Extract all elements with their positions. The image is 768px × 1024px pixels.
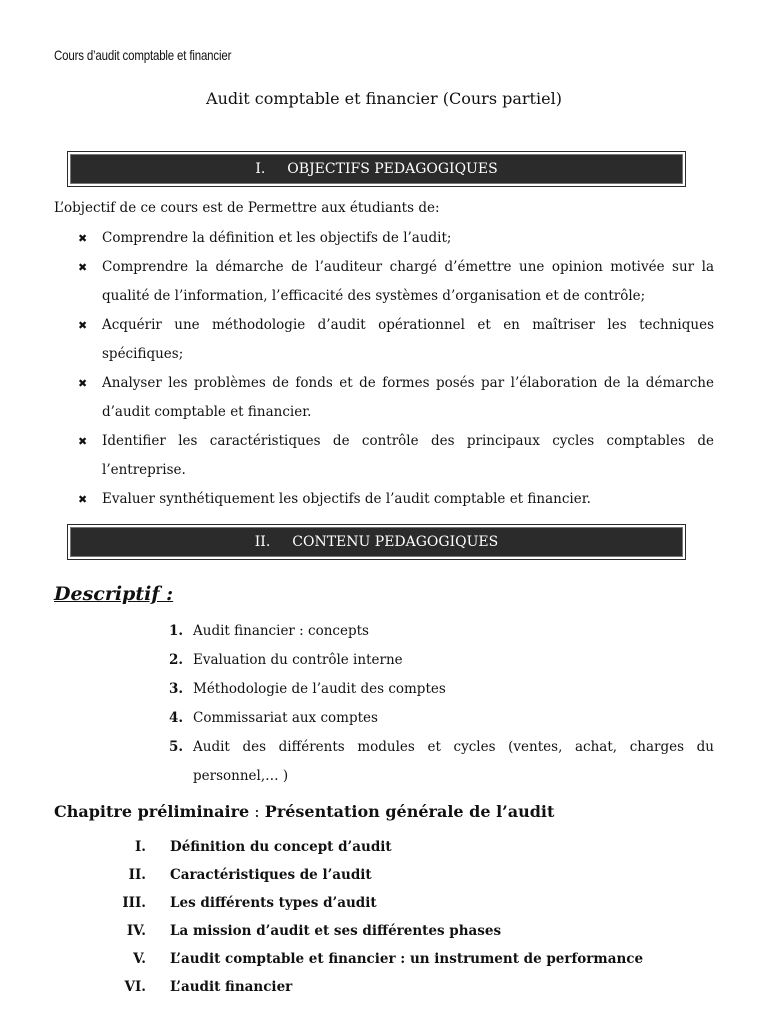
item-text: Caractéristiques de l’audit (170, 867, 372, 883)
item-text: Définition du concept d’audit (170, 839, 392, 855)
list-item (78, 311, 714, 369)
list-item (169, 733, 714, 791)
section-number: II. (254, 534, 271, 550)
list-item (110, 861, 643, 889)
cross-bullet-icon: ✖ (78, 377, 88, 390)
item-text: Méthodologie de l’audit des comptes (193, 681, 446, 697)
cross-bullet-icon: ✖ (78, 493, 88, 506)
objective-text: Acquérir une méthodologie d’audit opérationnel et en maîtriser les techniques spécifiques; (102, 317, 714, 362)
cross-bullet-icon: ✖ (78, 232, 88, 245)
objectives-list (78, 224, 714, 514)
chapter-label: Chapitre préliminaire (54, 802, 250, 821)
contents-list (169, 617, 714, 791)
list-item (78, 485, 714, 514)
intro-paragraph: L’objectif de ce cours est de Permettre aux étudiants de: (54, 200, 440, 216)
item-text: Audit financier : concepts (193, 623, 369, 639)
list-item (169, 675, 714, 704)
item-number: 4. (169, 710, 184, 726)
cross-bullet-icon: ✖ (78, 261, 88, 274)
cross-bullet-icon: ✖ (78, 319, 88, 332)
item-text: L’audit comptable et financier : un instrument de performance (170, 951, 644, 967)
roman-numeral: VI. (124, 979, 146, 995)
list-item (78, 427, 714, 485)
item-text: La mission d’audit et ses différentes phases (170, 923, 502, 939)
item-text: L’audit financier (170, 979, 293, 995)
cross-bullet-icon: ✖ (78, 435, 88, 448)
roman-numeral: II. (128, 867, 146, 883)
list-item (169, 617, 714, 646)
item-number: 1. (169, 623, 184, 639)
list-item (110, 945, 643, 973)
chapter-title: Présentation générale de l’audit (264, 802, 555, 821)
list-item (169, 646, 714, 675)
objective-text: Comprendre la démarche de l’auditeur chargé d’émettre une opinion motivée sur la qualité de l’information, l’efficacité des systèmes d’organisation et de contrôle; (102, 259, 714, 304)
objective-text: Comprendre la définition et les objectifs de l’audit; (102, 230, 452, 246)
chapter-heading (54, 802, 554, 821)
item-number: 2. (169, 652, 184, 668)
list-item (78, 369, 714, 427)
running-header: Cours d’audit comptable et financier (54, 47, 232, 63)
section-banner-contenu (70, 527, 683, 557)
list-item (169, 704, 714, 733)
roman-numeral: III. (122, 895, 146, 911)
roman-numeral: I. (134, 839, 146, 855)
list-item (78, 253, 714, 311)
chapter-outline (110, 833, 643, 1001)
section-title: CONTENU PEDAGOGIQUES (292, 534, 499, 550)
descriptif-heading: Descriptif : (54, 583, 174, 605)
list-item (78, 224, 714, 253)
list-item (110, 973, 643, 1001)
objective-text: Analyser les problèmes de fonds et de formes posés par l’élaboration de la démarche d’audit comptable et financier. (102, 375, 714, 420)
document-title: Audit comptable et financier (Cours partiel) (206, 89, 562, 108)
objective-text: Identifier les caractéristiques de contrôle des principaux cycles comptables de l’entreprise. (102, 433, 714, 478)
roman-numeral: IV. (126, 923, 146, 939)
section-number: I. (255, 161, 266, 177)
list-item (110, 917, 643, 945)
roman-numeral: V. (133, 951, 146, 967)
item-text: Evaluation du contrôle interne (193, 652, 403, 668)
section-banner-objectifs (70, 154, 683, 184)
item-text: Audit des différents modules et cycles (ventes, achat, charges du personnel,… ) (193, 739, 714, 784)
list-item (110, 833, 643, 861)
item-text: Les différents types d’audit (170, 895, 377, 911)
item-number: 3. (169, 681, 184, 697)
objective-text: Evaluer synthétiquement les objectifs de l’audit comptable et financier. (102, 491, 591, 507)
list-item (110, 889, 643, 917)
item-number: 5. (169, 739, 184, 755)
section-title: OBJECTIFS PEDAGOGIQUES (287, 161, 498, 177)
chapter-colon: : (249, 802, 265, 821)
item-text: Commissariat aux comptes (193, 710, 378, 726)
